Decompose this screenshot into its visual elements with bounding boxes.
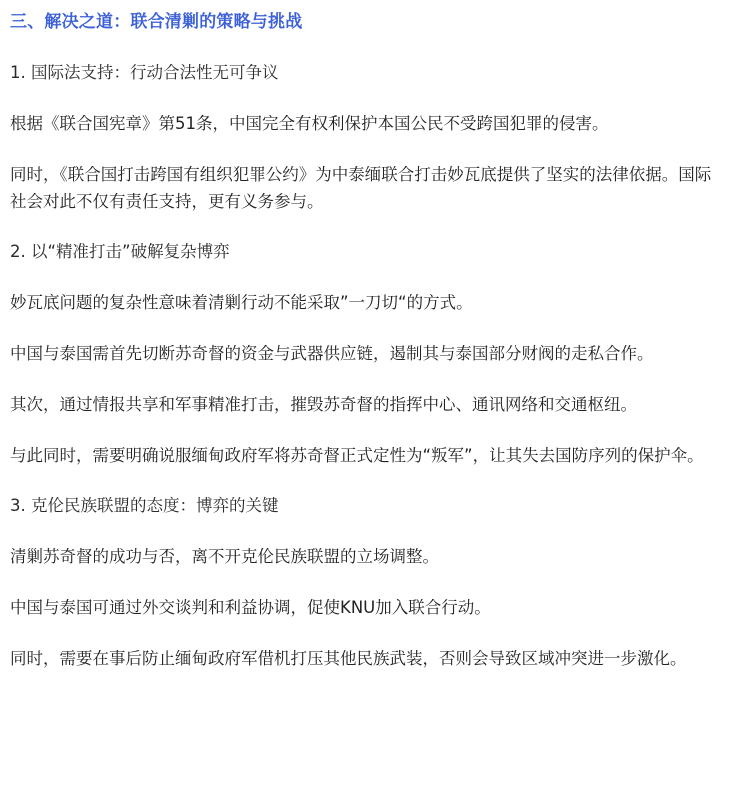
subheading-knu-attitude: 3. 克伦民族联盟的态度：博弈的关键 (10, 496, 279, 515)
paragraph-rebel-designation: 与此同时，需要明确说服缅甸政府军将苏奇督正式定性为“叛军”，让其失去国防序列的保护伞。 (10, 446, 704, 465)
section-title: 三、解决之道：联合清剿的策略与挑战 (10, 12, 303, 32)
paragraph-diplomacy: 中国与泰国可通过外交谈判和利益协调，促使KNU加入联合行动。 (10, 598, 491, 617)
paragraph-prevent-conflict: 同时，需要在事后防止缅甸政府军借机打压其他民族武装，否则会导致区域冲突进一步激化。 (10, 649, 687, 668)
paragraph-convention: 同时，《联合国打击跨国有组织犯罪公约》为中泰缅联合打击妙瓦底提供了坚实的法律依据。国际社会对此不仅有责任支持，更有义务参与。 (10, 165, 712, 211)
paragraph-complexity: 妙瓦底问题的复杂性意味着清剿行动不能采取”一刀切“的方式。 (10, 293, 473, 312)
subheading-precision-strike: 2. 以“精准打击”破解复杂博弈 (10, 242, 230, 261)
paragraph-supply-chain: 中国与泰国需首先切断苏奇督的资金与武器供应链，遏制其与泰国部分财阀的走私合作。 (10, 344, 654, 363)
subheading-legal-support: 1. 国际法支持：行动合法性无可争议 (10, 63, 279, 82)
paragraph-intelligence: 其次，通过情报共享和军事精准打击，摧毁苏奇督的指挥中心、通讯网络和交通枢纽。 (10, 395, 637, 414)
paragraph-un-charter: 根据《联合国宪章》第51条，中国完全有权利保护本国公民不受跨国犯罪的侵害。 (10, 114, 609, 133)
paragraph-knu-position: 清剿苏奇督的成功与否，离不开克伦民族联盟的立场调整。 (10, 547, 439, 566)
